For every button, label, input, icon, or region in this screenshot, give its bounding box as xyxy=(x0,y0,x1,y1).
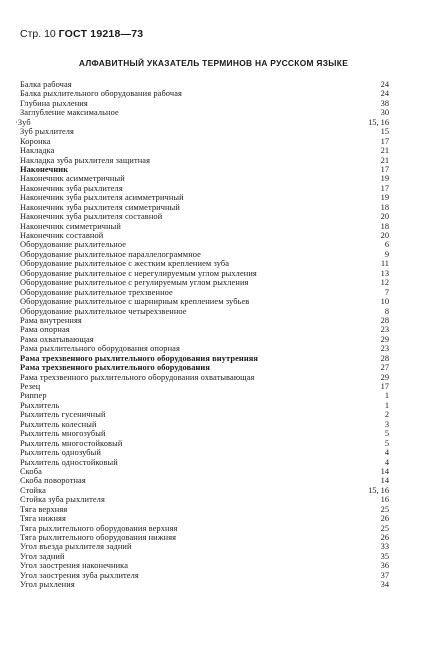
index-entry xyxy=(20,439,389,448)
index-term: Рама охватывающая xyxy=(20,334,94,344)
page-number: Стр. 10 xyxy=(20,28,56,40)
index-entry xyxy=(20,316,389,325)
index-page-ref: 21 xyxy=(380,146,389,156)
index-page-ref: 36 xyxy=(380,561,389,571)
index-entry xyxy=(20,552,389,561)
index-page-ref: 18 xyxy=(380,221,389,231)
index-page-ref: 1 xyxy=(384,391,389,401)
index-term: Рама рыхлительного оборудования опорная xyxy=(20,344,180,354)
index-entry xyxy=(20,458,389,467)
index-term: Наконечник составной xyxy=(20,231,104,240)
index-page-ref: 24 xyxy=(380,89,389,99)
term-index-list xyxy=(15,80,389,590)
index-entry xyxy=(20,391,389,400)
index-entry xyxy=(20,193,389,202)
index-term: Оборудование рыхлительное xyxy=(20,240,127,250)
standard-code: ГОСТ 19218—73 xyxy=(58,28,144,40)
index-term: Стойка зуба рыхлителя xyxy=(20,495,105,505)
index-entry xyxy=(20,514,389,523)
index-term: Рама опорная xyxy=(20,325,70,335)
index-term: Тяга верхняя xyxy=(20,504,68,514)
index-entry xyxy=(20,80,389,89)
index-term: Угол заострения зуба рыхлителя xyxy=(20,570,139,580)
index-entry xyxy=(20,542,389,551)
index-term: Рама внутренняя xyxy=(20,315,82,325)
index-entry xyxy=(20,486,389,495)
index-page-ref: 23 xyxy=(380,344,389,354)
index-entry xyxy=(20,146,389,155)
index-entry xyxy=(20,259,389,268)
index-term: Рыхлитель гусеничный xyxy=(20,410,106,420)
index-page-ref: 29 xyxy=(380,334,389,344)
index-entry xyxy=(20,382,389,391)
index-page-ref: 5 xyxy=(384,429,389,439)
index-term: Оборудование рыхлительное с нерегулируемым углом рыхления xyxy=(20,268,257,278)
index-page-ref: 17 xyxy=(380,382,389,391)
index-page-ref: 1 xyxy=(384,400,389,410)
index-page-ref: 3 xyxy=(384,419,389,429)
index-entry xyxy=(20,580,389,589)
index-page-ref: 13 xyxy=(380,268,389,278)
index-page-ref: 28 xyxy=(380,315,389,325)
index-page-ref: 12 xyxy=(380,278,389,288)
index-page-ref: 33 xyxy=(380,542,389,552)
index-page-ref: 10 xyxy=(380,297,389,307)
index-term: Рыхлитель xyxy=(20,400,60,410)
index-term: Зуб рыхлителя xyxy=(20,127,74,137)
index-page-ref: 26 xyxy=(380,533,389,542)
index-term: Рыхлитель колесный xyxy=(20,419,97,429)
index-page-ref: 7 xyxy=(384,287,389,297)
index-page-ref: 9 xyxy=(384,249,389,259)
index-entry xyxy=(20,467,389,476)
index-page-ref: 25 xyxy=(380,523,389,533)
index-page-ref: 15 xyxy=(380,127,389,137)
index-entry xyxy=(20,524,389,533)
index-page-ref: 14 xyxy=(380,466,389,476)
page-header xyxy=(20,28,143,40)
index-page-ref: 21 xyxy=(380,155,389,165)
index-term: Накладка xyxy=(20,146,55,156)
index-entry xyxy=(20,156,389,165)
index-entry xyxy=(20,363,389,372)
index-term: Рыхлитель одностойковый xyxy=(20,457,118,467)
index-entry xyxy=(20,184,389,193)
index-term: Угол задний xyxy=(20,551,65,561)
index-page-ref: 15, 16 xyxy=(368,485,389,495)
index-page-ref: 34 xyxy=(380,580,389,590)
index-entry xyxy=(20,108,389,117)
index-term: Накладка зуба рыхлителя защитная xyxy=(20,155,151,165)
index-term: Тяга рыхлительного оборудования верхняя xyxy=(20,523,178,533)
index-entry xyxy=(20,429,389,438)
index-term: Оборудование рыхлительное трехзвенное xyxy=(20,287,173,297)
index-term: Скоба xyxy=(20,466,42,476)
index-entry xyxy=(20,495,389,504)
index-term: Стойка xyxy=(20,485,46,495)
index-page-ref: 4 xyxy=(384,448,389,458)
index-entry xyxy=(20,99,389,108)
index-page-ref: 27 xyxy=(380,363,389,373)
index-entry xyxy=(20,212,389,221)
index-term: Оборудование рыхлительное четырехзвенное xyxy=(20,306,187,316)
index-page-ref: 20 xyxy=(380,231,389,240)
index-page-ref: 20 xyxy=(380,212,389,222)
index-term: Угол въезда рыхлителя задний xyxy=(20,542,132,552)
index-entry xyxy=(20,269,389,278)
index-page-ref: 11 xyxy=(380,259,389,269)
index-term: Угол заострения наконечника xyxy=(20,561,129,571)
index-term: Балка рыхлительного оборудования рабочая xyxy=(20,89,182,99)
index-page-ref: 8 xyxy=(384,306,389,316)
index-page-ref: 23 xyxy=(380,325,389,335)
index-page-ref: 17 xyxy=(380,136,389,146)
index-entry xyxy=(20,344,389,353)
index-page-ref: 18 xyxy=(380,202,389,212)
index-entry xyxy=(20,231,389,240)
index-page-ref: 26 xyxy=(380,514,389,524)
index-page-ref: 25 xyxy=(380,504,389,514)
index-page-ref: 37 xyxy=(380,570,389,580)
index-term: Рама трехзвенного рыхлительного оборудования xyxy=(20,363,210,373)
index-entry xyxy=(20,203,389,212)
index-term: Наконечник асимметричный xyxy=(20,174,125,184)
index-entry xyxy=(20,561,389,570)
index-page-ref: 29 xyxy=(380,372,389,382)
index-term: Наконечник зуба рыхлителя составной xyxy=(20,212,163,222)
index-term: Тяга рыхлительного оборудования нижняя xyxy=(20,533,177,542)
index-entry xyxy=(20,240,389,249)
index-term: Оборудование рыхлительное с жестким креплением зуба xyxy=(20,259,230,269)
index-entry xyxy=(20,127,389,136)
index-entry xyxy=(20,325,389,334)
index-entry xyxy=(20,354,389,363)
index-term: ·Зуб xyxy=(15,117,31,127)
index-term: Балка рабочая xyxy=(20,80,72,89)
index-page-ref: 5 xyxy=(384,438,389,448)
index-entry xyxy=(20,137,389,146)
index-term: Наконечник зуба рыхлителя симметричный xyxy=(20,202,180,212)
index-term: Оборудование рыхлительное с регулируемым углом рыхления xyxy=(20,278,249,288)
index-page-ref: 14 xyxy=(380,476,389,486)
index-term: Наконечник зуба рыхлителя xyxy=(20,183,123,193)
index-entry xyxy=(20,165,389,174)
index-entry xyxy=(20,278,389,287)
index-entry xyxy=(20,222,389,231)
page-title: АЛФАВИТНЫЙ УКАЗАТЕЛЬ ТЕРМИНОВ НА РУССКОМ ЯЗЫКЕ xyxy=(78,58,349,68)
index-page-ref: 6 xyxy=(384,240,389,250)
index-term: Рыхлитель многозубый xyxy=(20,429,106,439)
index-entry xyxy=(20,174,389,183)
index-term: Тяга нижняя xyxy=(20,514,66,524)
index-entry xyxy=(20,335,389,344)
index-page-ref: 16 xyxy=(380,495,389,505)
index-page-ref: 24 xyxy=(380,80,389,89)
index-entry xyxy=(20,401,389,410)
index-page-ref: 38 xyxy=(380,98,389,108)
index-page-ref: 17 xyxy=(380,164,389,174)
index-term: Рама трехзвенного рыхлительного оборудования охватывающая xyxy=(20,372,255,382)
index-page-ref: 17 xyxy=(380,183,389,193)
index-page-ref: 4 xyxy=(384,457,389,467)
index-term: Рыхлитель однозубый xyxy=(20,448,101,458)
index-page-ref: 19 xyxy=(380,174,389,184)
index-term: Оборудование рыхлительное параллелограммное xyxy=(20,249,201,259)
index-entry xyxy=(20,250,389,259)
index-entry xyxy=(20,420,389,429)
index-term: Риппер xyxy=(20,391,47,401)
index-entry xyxy=(20,297,389,306)
index-entry xyxy=(20,533,389,542)
index-term: Наконечник xyxy=(20,164,69,174)
index-entry xyxy=(20,288,389,297)
index-entry xyxy=(20,476,389,485)
index-entry xyxy=(20,373,389,382)
index-page-ref: 2 xyxy=(384,410,389,420)
index-term: Заглубление максимальное xyxy=(20,108,119,118)
index-entry xyxy=(20,89,389,98)
index-term: Рыхлитель многостойковый xyxy=(20,438,123,448)
index-page-ref: 35 xyxy=(380,551,389,561)
index-entry xyxy=(20,448,389,457)
index-entry xyxy=(15,117,389,127)
index-page-ref: 15, 16 xyxy=(368,117,389,127)
index-term: Наконечник симметричный xyxy=(20,221,121,231)
index-entry xyxy=(20,571,389,580)
index-term: Оборудование рыхлительное с шарнирным креплением зубьев xyxy=(20,297,250,307)
index-term: Рама трехзвенного рыхлительного оборудования внутренняя xyxy=(20,353,259,363)
index-term: Резец xyxy=(20,382,41,391)
index-page-ref: 30 xyxy=(380,108,389,118)
index-page-ref: 28 xyxy=(380,353,389,363)
index-term: Коронка xyxy=(20,136,51,146)
index-term: Наконечник зуба рыхлителя асимметричный xyxy=(20,193,184,203)
index-entry xyxy=(20,505,389,514)
index-entry xyxy=(20,307,389,316)
index-term: Скоба поворотная xyxy=(20,476,86,486)
index-term: Глубина рыхления xyxy=(20,98,88,108)
index-entry xyxy=(20,410,389,419)
index-page-ref: 19 xyxy=(380,193,389,203)
index-term: Угол рыхления xyxy=(20,580,75,590)
